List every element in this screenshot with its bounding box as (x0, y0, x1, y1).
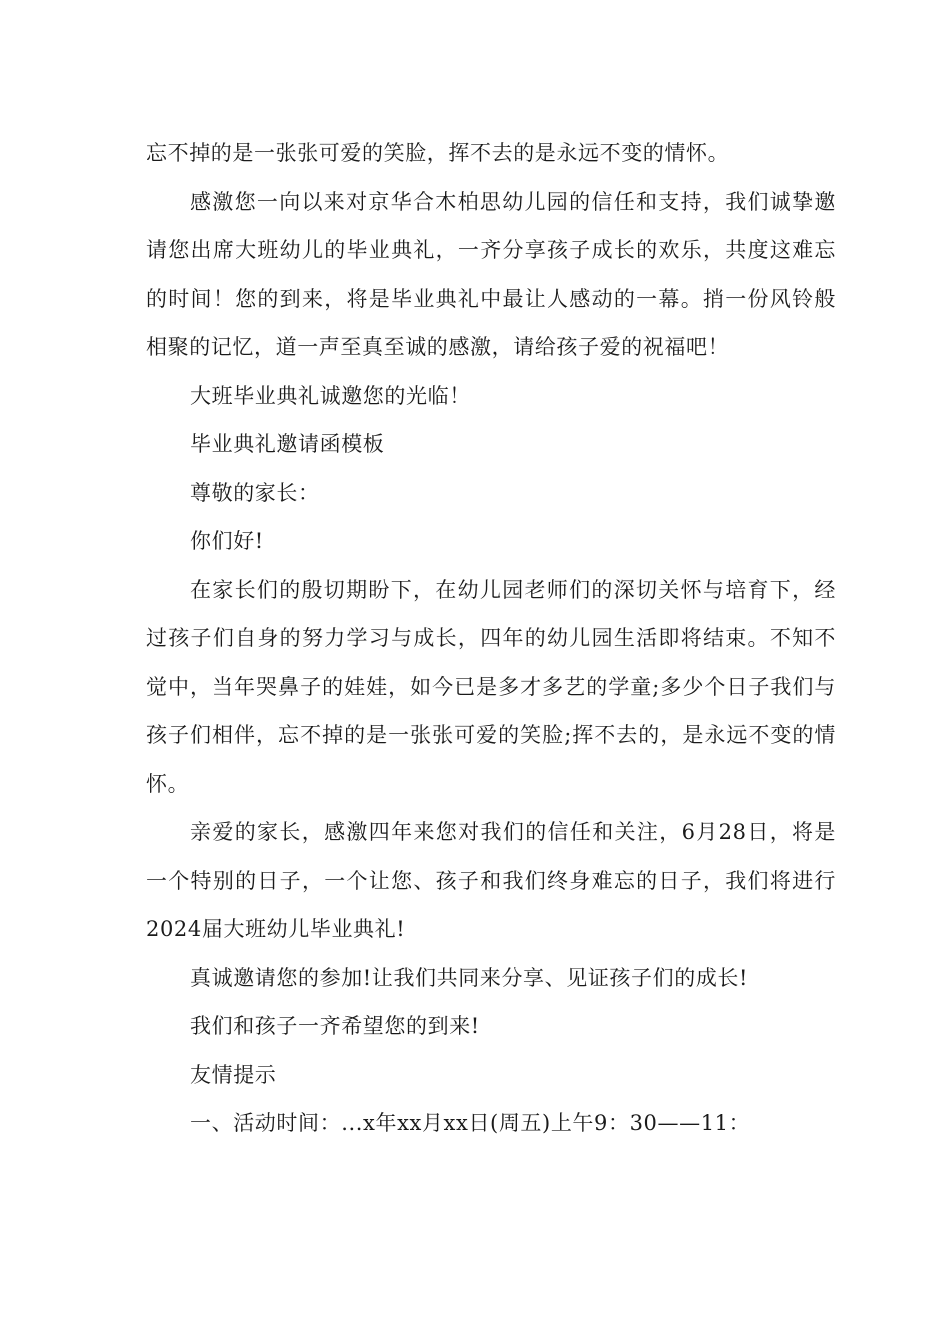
paragraph: 毕业典礼邀请函模板 (190, 432, 385, 456)
paragraph: 亲爱的家长，感激四年来您对我们的信任和关注，6月28日，将是一个特别的日子，一个让您、孩子和我们终身难忘的日子，我们将进行2024届大班幼儿毕业典礼! (146, 820, 836, 941)
greeting: 你们好! (190, 529, 264, 553)
paragraph: 一、活动时间：...x年xx月xx日(周五)上午9：30——11： (190, 1111, 751, 1135)
paragraph: 真诚邀请您的参加!让我们共同来分享、见证孩子们的成长! (190, 965, 749, 990)
salutation: 尊敬的家长： (190, 480, 320, 505)
paragraph: 我们和孩子一齐希望您的到来! (190, 1014, 480, 1038)
document-body (146, 129, 836, 1148)
paragraph: 忘不掉的是一张张可爱的笑脸，挥不去的是永远不变的情怀。 (146, 141, 730, 165)
paragraph: 在家长们的殷切期盼下，在幼儿园老师们的深切关怀与培育下，经过孩子们自身的努力学习与成长，四年的幼儿园生活即将结束。不知不觉中，当年哭鼻子的娃娃，如今已是多才多艺的学童;多少个日子我们与孩子们相伴，忘不掉的是一张张可爱的笑脸;挥不去的，是永远不变的情怀。 (146, 577, 836, 796)
paragraph: 感激您一向以来对京华合木柏思幼儿园的信任和支持，我们诚挚邀请您出席大班幼儿的毕业典礼，一齐分享孩子成长的欢乐，共度这难忘的时间！您的到来，将是毕业典礼中最让人感动的一幕。捎一份风铃般相聚的记忆，道一声至真至诚的感激，请给孩子爱的祝福吧！ (146, 189, 836, 359)
section-heading: 友情提示 (190, 1062, 277, 1087)
paragraph: 大班毕业典礼诚邀您的光临！ (190, 383, 471, 408)
